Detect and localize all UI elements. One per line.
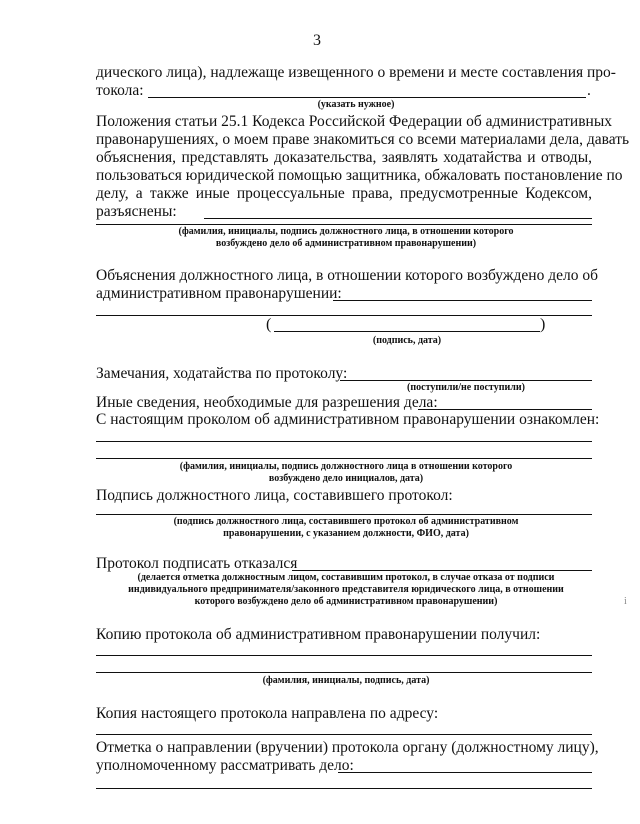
refused-caption-2: индивидуального предпринимателя/законного представителя юридического лица, в отношении <box>128 584 564 595</box>
delivery-note-line-2: уполномоченному рассматривать дело: <box>96 757 354 774</box>
author-sign-line[interactable] <box>96 514 592 515</box>
delivery-note-line[interactable] <box>338 772 592 773</box>
copy-sent-line[interactable] <box>96 734 592 735</box>
caption-specify: (указать нужное) <box>317 99 395 110</box>
rights-caption-2: возбуждено дело об административном правонарушении) <box>215 238 477 249</box>
signature-caption: (подпись, дата) <box>372 335 442 346</box>
rights-line-2: правонарушениях, о моем праве знакомиться со всеми материалами дела, давать <box>96 131 630 148</box>
copy-received-caption: (фамилия, инициалы, подпись, дата) <box>262 675 430 686</box>
rights-line-1: Положения статьи 25.1 Кодекса Российской Федерации об административных <box>96 113 612 130</box>
other-info-label: Иные сведения, необходимые для разрешения дела: <box>96 394 438 411</box>
page-number: 3 <box>313 32 321 49</box>
notified-line[interactable] <box>148 97 586 98</box>
refused-caption-3: которого возбуждено дело об административном правонарушении) <box>194 596 498 607</box>
other-info-line[interactable] <box>418 409 592 410</box>
explanations-line-full[interactable] <box>96 315 592 316</box>
remarks-label: Замечания, ходатайства по протоколу: <box>96 365 348 382</box>
explanations-line-2: административном правонарушении: <box>96 285 342 302</box>
rights-line-3: объяснения, представлять доказательства, заявлять ходатайства и отводы, <box>96 149 592 166</box>
remarks-caption: (поступили/не поступили) <box>407 382 525 393</box>
explanations-line[interactable] <box>333 300 592 301</box>
author-caption-2: правонарушении, с указанием должности, ФИО, дата) <box>223 528 469 539</box>
rights-line-5: делу, а также иные процессуальные права, предусмотренные Кодексом, <box>96 185 592 202</box>
rights-sign-line-2[interactable] <box>96 224 592 225</box>
explanations-line-1: Объяснения должностного лица, в отношении которого возбуждено дело об <box>96 267 598 284</box>
refused-label: Протокол подписать отказался <box>96 555 298 572</box>
copy-sent-label: Копия настоящего протокола направлена по адресу: <box>96 705 439 722</box>
remarks-line[interactable] <box>340 380 592 381</box>
copy-received-label: Копию протокола об административном правонарушении получил: <box>96 626 541 643</box>
copy-received-line-1[interactable] <box>96 655 592 656</box>
margin-mark: i <box>624 596 627 607</box>
signature-line[interactable] <box>274 331 540 332</box>
author-sign-label: Подпись должностного лица, составившего протокол: <box>96 487 453 504</box>
familiar-label: С настоящим проколом об административном правонарушении ознакомлен: <box>96 411 600 428</box>
rights-caption-1: (фамилия, инициалы, подпись должностного лица, в отношении которого <box>178 226 514 237</box>
rights-line-4: пользоваться юридической помощью защитника, обжаловать постановление по <box>96 167 623 184</box>
intro-line-2-end: . <box>587 82 591 99</box>
delivery-note-line-1: Отметка о направлении (вручении) протокола органу (должностному лицу), <box>96 739 599 756</box>
copy-received-line-2[interactable] <box>96 672 592 673</box>
rights-line-6: разъяснены: <box>96 203 177 220</box>
refused-line[interactable] <box>292 570 592 571</box>
rights-sign-line-1[interactable] <box>204 218 592 219</box>
delivery-note-line-full[interactable] <box>96 788 592 789</box>
familiar-line-2[interactable] <box>96 458 592 459</box>
intro-line-1: дического лица), надлежаще извещенного о времени и месте составления про- <box>96 64 616 81</box>
familiar-caption-2: возбуждено дело инициалов, дата) <box>268 473 424 484</box>
intro-line-2: токола: <box>96 82 144 99</box>
familiar-caption-1: (фамилия, инициалы, подпись должностного лица в отношении которого <box>179 461 513 472</box>
refused-caption-1: (делается отметка должностным лицом, составившим протокол, в случае отказа от подписи <box>137 572 555 583</box>
signature-paren-close: ) <box>540 316 546 333</box>
signature-paren-open: ( <box>266 316 272 333</box>
author-caption-1: (подпись должностного лица, составившего протокол об административном <box>173 516 519 527</box>
familiar-line-1[interactable] <box>96 441 592 442</box>
